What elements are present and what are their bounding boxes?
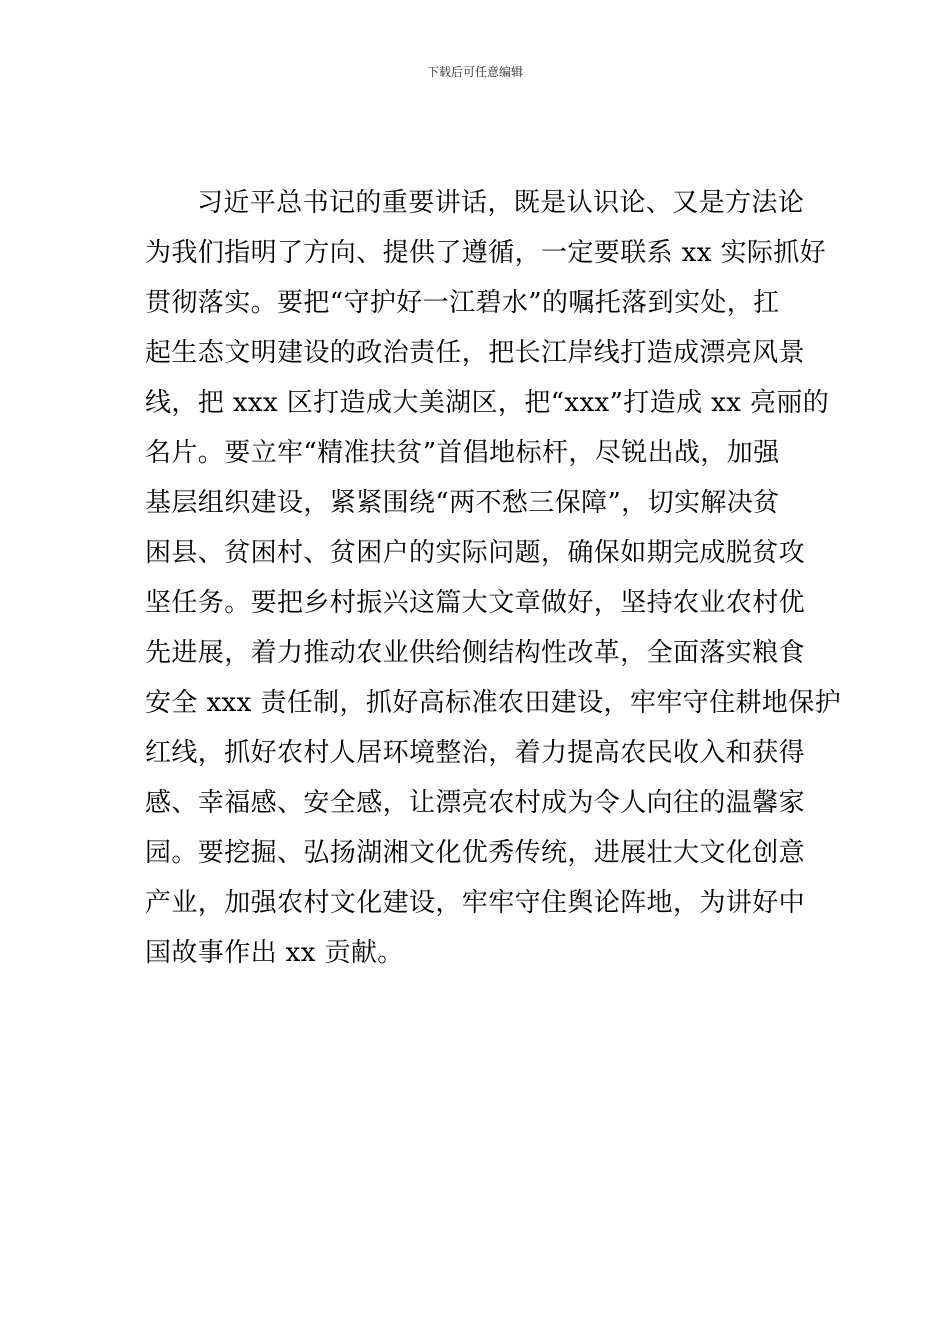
paragraph-line: 困县、贫困村、贫困户的实际问题，确保如期完成脱贫攻 bbox=[145, 538, 806, 568]
paragraph-line: 名片。要立牢“精准扶贫”首倡地标杆，尽锐出战，加强 bbox=[145, 438, 780, 468]
paragraph-line: 产业，加强农村文化建设，牢牢守住舆论阵地，为讲好中 bbox=[145, 888, 806, 918]
paragraph-line: 红线，抓好农村人居环境整治，着力提高农民收入和获得 bbox=[145, 738, 806, 768]
paragraph-line: 坚任务。要把乡村振兴这篇大文章做好，坚持农业农村优 bbox=[145, 588, 806, 618]
paragraph-line: 为我们指明了方向、提供了遵循，一定要联系 xx 实际抓好 bbox=[145, 238, 827, 268]
paragraph-line: 习近平总书记的重要讲话，既是认识论、又是方法论 bbox=[197, 188, 805, 218]
paragraph-line: 感、幸福感、安全感，让漂亮农村成为令人向往的温馨家 bbox=[145, 788, 806, 818]
paragraph-line: 基层组织建设，紧紧围绕“两不愁三保障”，切实解决贫 bbox=[145, 488, 780, 518]
paragraph-line: 国故事作出 xx 贡献。 bbox=[145, 938, 404, 968]
paragraph-line: 贯彻落实。要把“守护好一江碧水”的嘱托落到实处，扛 bbox=[145, 288, 780, 318]
paragraph-line: 安全 xxx 责任制，抓好高标准农田建设，牢牢守住耕地保护 bbox=[145, 688, 842, 718]
body-paragraph bbox=[145, 178, 842, 978]
page-header: 下载后可任意编辑 bbox=[426, 65, 523, 79]
paragraph-line: 线，把 xxx 区打造成大美湖区，把“xxx”打造成 xx 亮丽的 bbox=[145, 388, 830, 418]
paragraph-line: 园。要挖掘、弘扬湖湘文化优秀传统，进展壮大文化创意 bbox=[145, 838, 806, 868]
paragraph-line: 先进展，着力推动农业供给侧结构性改革，全面落实粮食 bbox=[145, 638, 806, 668]
paragraph-line: 起生态文明建设的政治责任，把长江岸线打造成漂亮风景 bbox=[145, 338, 806, 368]
